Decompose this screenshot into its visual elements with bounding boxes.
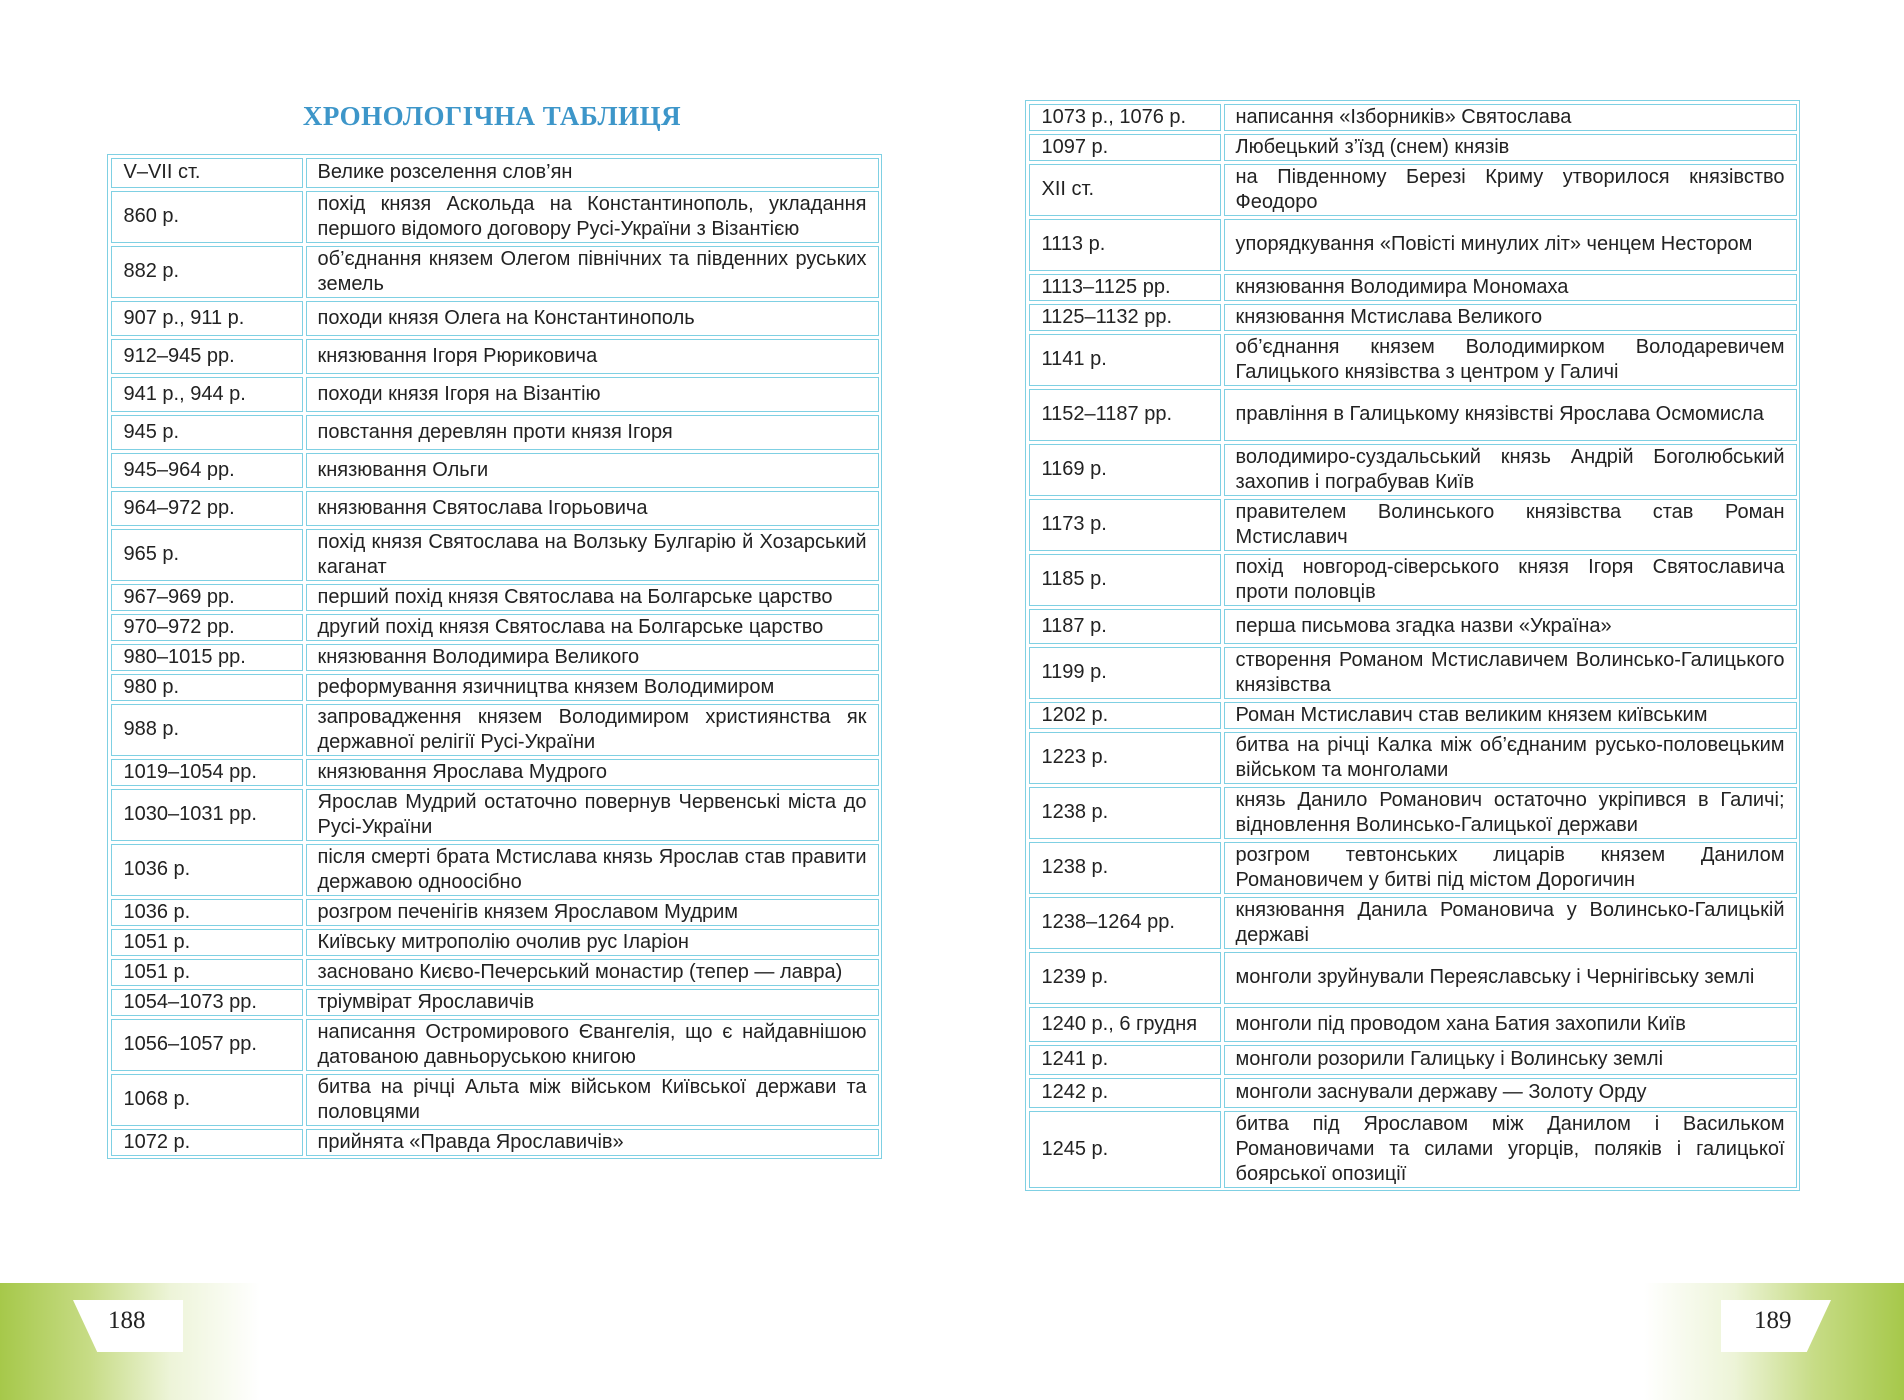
date-cell: 1141 р.: [1029, 334, 1221, 386]
date-cell: 1245 р.: [1029, 1111, 1221, 1188]
table-row: [109, 489, 880, 527]
event-text: князювання Володимира Великого: [317, 645, 640, 668]
event-text: засновано Києво-Печерський монастир (тепер — лавра): [317, 960, 843, 983]
right-page: [952, 0, 1904, 1400]
event-cell: [306, 789, 879, 841]
event-text: князювання Ігоря Рюриковича: [317, 344, 598, 367]
table-row: [1027, 645, 1798, 700]
event-text: похід князя Аскольда на Константинополь, укладання першого відомого договору Русі-України з Візантією: [317, 192, 867, 240]
event-cell: [306, 759, 879, 786]
date-cell: 964–972 рр.: [111, 491, 303, 526]
event-cell: [1224, 647, 1797, 699]
table-row: [109, 897, 880, 927]
date-cell: 970–972 рр.: [111, 614, 303, 641]
event-cell: [1224, 952, 1797, 1004]
event-cell: [306, 377, 879, 412]
table-row: [1027, 950, 1798, 1005]
event-cell: [306, 415, 879, 450]
table-row: [109, 189, 880, 244]
table-row: [109, 375, 880, 413]
event-text: князювання Данила Романовича у Волинсько-Галицькій державі: [1235, 898, 1785, 946]
date-cell: 1019–1054 рр.: [111, 759, 303, 786]
event-text: битва під Ярославом між Данилом і Васильком Романовичами та силами угорців, поляків і галицької боярської опозиції: [1235, 1112, 1785, 1185]
event-text: об’єднання князем Володимирком Володаревичем Галицького князівства з центром у Галичі: [1235, 335, 1785, 383]
table-row: [1027, 1043, 1798, 1076]
date-cell: 912–945 рр.: [111, 339, 303, 374]
page-number: 188: [108, 1307, 146, 1334]
event-text: правителем Волинського князівства став Роман Мстиславич: [1235, 500, 1785, 548]
event-cell: [1224, 732, 1797, 784]
table-row: [109, 582, 880, 612]
date-cell: 1113–1125 рр.: [1029, 274, 1221, 301]
table-row: [109, 337, 880, 375]
date-cell: 945 р.: [111, 415, 303, 450]
event-text: похід новгород-сіверського князя Ігоря Святославича проти половців: [1235, 555, 1785, 603]
event-cell: [1224, 897, 1797, 949]
date-cell: 1202 р.: [1029, 702, 1221, 729]
date-cell: 1238 р.: [1029, 842, 1221, 894]
event-text: Ярослав Мудрий остаточно повернув Червенські міста до Русі-України: [317, 790, 867, 838]
date-cell: 1036 р.: [111, 844, 303, 896]
date-cell: 1051 р.: [111, 929, 303, 956]
event-text: князювання Ольги: [317, 458, 489, 481]
date-cell: 882 р.: [111, 246, 303, 298]
date-cell: 1239 р.: [1029, 952, 1221, 1004]
table-row: [109, 842, 880, 897]
event-cell: [306, 989, 879, 1016]
date-cell: 1238–1264 рр.: [1029, 897, 1221, 949]
date-cell: 1238 р.: [1029, 787, 1221, 839]
event-cell: [1224, 334, 1797, 386]
table-row: [1027, 840, 1798, 895]
table-row: [109, 787, 880, 842]
event-cell: [306, 339, 879, 374]
event-cell: [306, 959, 879, 986]
table-row: [109, 244, 880, 299]
event-text: написання Остромирового Євангелія, що є найдавнішою датованою давньоруською книгою: [317, 1020, 867, 1068]
event-cell: [1224, 444, 1797, 496]
event-text: прийнята «Правда Ярославичів»: [317, 1130, 624, 1153]
date-cell: 1097 р.: [1029, 134, 1221, 161]
event-text: Київську митрополію очолив рус Іларіон: [317, 930, 689, 953]
event-cell: [306, 704, 879, 756]
event-cell: [1224, 842, 1797, 894]
event-cell: [1224, 304, 1797, 331]
event-cell: [306, 899, 879, 926]
event-cell: [306, 584, 879, 611]
event-cell: [306, 529, 879, 581]
event-cell: [1224, 219, 1797, 271]
event-cell: [306, 453, 879, 488]
event-text: князювання Мстислава Великого: [1235, 305, 1543, 328]
event-text: володимиро-суздальський князь Андрій Боголюбський захопив і пограбував Київ: [1235, 445, 1785, 493]
event-cell: [306, 191, 879, 243]
event-text: монголи розорили Галицьку і Волинську землі: [1235, 1048, 1664, 1070]
event-text: монголи під проводом хана Батия захопили Київ: [1235, 1012, 1686, 1035]
table-row: [109, 1017, 880, 1072]
event-cell: [306, 491, 879, 526]
event-cell: [306, 929, 879, 956]
date-cell: 988 р.: [111, 704, 303, 756]
event-text: Велике розселення слов’ян: [317, 161, 573, 183]
event-cell: [306, 301, 879, 336]
event-text: походи князя Ігоря на Візантію: [317, 382, 601, 405]
page-number: 189: [1754, 1307, 1792, 1334]
date-cell: 1113 р.: [1029, 219, 1221, 271]
table-row: [1027, 730, 1798, 785]
event-text: правління в Галицькому князівстві Ярослава Осмомисла: [1235, 403, 1764, 425]
table-row: [1027, 1076, 1798, 1109]
table-row: [109, 527, 880, 582]
table-row: [109, 672, 880, 702]
event-cell: [306, 1129, 879, 1156]
event-text: Любецький з’їзд (снем) князів: [1235, 135, 1510, 158]
table-row: [1027, 332, 1798, 387]
table-row: [1027, 497, 1798, 552]
event-cell: [1224, 702, 1797, 729]
event-text: повстання деревлян проти князя Ігоря: [317, 420, 673, 443]
event-text: князь Данило Романович остаточно укріпився в Галичі; відновлення Волинсько-Галицької держави: [1235, 788, 1785, 836]
table-row: [1027, 302, 1798, 332]
event-text: після смерті брата Мстислава князь Ярослав став правити державою одноосібно: [317, 845, 867, 893]
date-cell: 1242 р.: [1029, 1078, 1221, 1108]
date-cell: 907 р., 911 р.: [111, 301, 303, 336]
date-cell: 1223 р.: [1029, 732, 1221, 784]
event-cell: [1224, 787, 1797, 839]
event-text: створення Романом Мстиславичем Волинсько-Галицького князівства: [1235, 648, 1785, 696]
event-text: монголи заснували державу — Золоту Орду: [1235, 1081, 1647, 1103]
table-row: [1027, 1109, 1798, 1189]
event-cell: [306, 844, 879, 896]
table-row: [1027, 895, 1798, 950]
date-cell: 967–969 рр.: [111, 584, 303, 611]
date-cell: 1054–1073 рр.: [111, 989, 303, 1016]
date-cell: 860 р.: [111, 191, 303, 243]
page-title: ХРОНОЛОГІЧНА ТАБЛИЦЯ: [302, 101, 682, 131]
table-row: [109, 1127, 880, 1157]
table-row: [109, 757, 880, 787]
event-text: розгром печенігів князем Ярославом Мудрим: [317, 900, 739, 923]
event-cell: [1224, 274, 1797, 301]
event-text: об’єднання князем Олегом північних та південних руських земель: [317, 247, 867, 295]
date-cell: 980 р.: [111, 674, 303, 701]
event-text: князювання Володимира Мономаха: [1235, 275, 1569, 298]
table-row: [109, 642, 880, 672]
table-row: [109, 299, 880, 337]
table-row: [109, 927, 880, 957]
date-cell: 965 р.: [111, 529, 303, 581]
date-cell: XII ст.: [1029, 164, 1221, 216]
event-text: князювання Ярослава Мудрого: [317, 760, 607, 783]
table-row: [1027, 1005, 1798, 1043]
table-row: [109, 987, 880, 1017]
date-cell: 945–964 рр.: [111, 453, 303, 488]
date-cell: 1152–1187 рр.: [1029, 389, 1221, 441]
event-cell: [306, 614, 879, 641]
event-text: другий похід князя Святослава на Болгарське царство: [317, 615, 824, 638]
event-cell: [1224, 164, 1797, 216]
event-text: тріумвірат Ярославичів: [317, 990, 535, 1013]
event-text: перший похід князя Святослава на Болгарське царство: [317, 585, 833, 608]
date-cell: 1169 р.: [1029, 444, 1221, 496]
event-cell: [1224, 1111, 1797, 1188]
event-text: Роман Мстиславич став великим князем київським: [1235, 703, 1708, 726]
date-cell: 1068 р.: [111, 1074, 303, 1126]
event-text: битва на річці Калка між об’єднаним русько-половецьким військом та монголами: [1235, 733, 1785, 781]
date-cell: 1072 р.: [111, 1129, 303, 1156]
table-row: [109, 612, 880, 642]
table-row: [1027, 272, 1798, 302]
event-text: написання «Ізборників» Святослава: [1235, 105, 1572, 128]
event-cell: [1224, 499, 1797, 551]
event-text: монголи зруйнували Переяславську і Чернігівську землі: [1235, 966, 1755, 988]
event-text: перша письмова згадка назви «Україна»: [1235, 614, 1612, 637]
table-row: [1027, 132, 1798, 162]
event-cell: [1224, 1007, 1797, 1042]
event-cell: [306, 158, 879, 188]
event-cell: [1224, 1045, 1797, 1075]
date-cell: 1185 р.: [1029, 554, 1221, 606]
table-row: [1027, 607, 1798, 645]
table-row: [109, 1072, 880, 1127]
table-row: [109, 413, 880, 451]
event-cell: [306, 1019, 879, 1071]
table-row: [1027, 552, 1798, 607]
chronology-table: [1025, 100, 1800, 1191]
date-cell: V–VII ст.: [111, 158, 303, 188]
event-text: похід князя Святослава на Волзьку Булгарію й Хозарський каганат: [317, 530, 867, 578]
event-cell: [1224, 134, 1797, 161]
date-cell: 1241 р.: [1029, 1045, 1221, 1075]
table-row: [1027, 700, 1798, 730]
event-cell: [1224, 389, 1797, 441]
chronology-table: [107, 154, 882, 1159]
date-cell: 1030–1031 рр.: [111, 789, 303, 841]
event-text: реформування язичництва князем Володимиром: [317, 675, 775, 698]
date-cell: 1051 р.: [111, 959, 303, 986]
date-cell: 1073 р., 1076 р.: [1029, 104, 1221, 131]
event-cell: [1224, 1078, 1797, 1108]
date-cell: 1173 р.: [1029, 499, 1221, 551]
event-cell: [1224, 609, 1797, 644]
table-row: [1027, 102, 1798, 132]
event-text: князювання Святослава Ігорьовича: [317, 496, 648, 519]
date-cell: 1187 р.: [1029, 609, 1221, 644]
table-row: [109, 957, 880, 987]
event-text: упорядкування «Повісті минулих літ» ченцем Нестором: [1235, 233, 1753, 255]
date-cell: 941 р., 944 р.: [111, 377, 303, 412]
event-cell: [306, 644, 879, 671]
table-row: [109, 702, 880, 757]
table-row: [1027, 785, 1798, 840]
date-cell: 1199 р.: [1029, 647, 1221, 699]
table-row: [1027, 217, 1798, 272]
event-text: битва на річці Альта між військом Київської держави та половцями: [317, 1075, 867, 1123]
date-cell: 1240 р., 6 грудня: [1029, 1007, 1221, 1042]
table-row: [1027, 387, 1798, 442]
table-row: [109, 451, 880, 489]
event-cell: [306, 246, 879, 298]
table-row: [1027, 442, 1798, 497]
event-text: на Південному Березі Криму утворилося князівство Феодоро: [1235, 165, 1785, 213]
table-row: [109, 156, 880, 189]
event-cell: [1224, 554, 1797, 606]
date-cell: 1036 р.: [111, 899, 303, 926]
event-text: походи князя Олега на Константинополь: [317, 306, 695, 329]
date-cell: 1125–1132 рр.: [1029, 304, 1221, 331]
table-row: [1027, 162, 1798, 217]
event-cell: [1224, 104, 1797, 131]
event-cell: [306, 1074, 879, 1126]
date-cell: 980–1015 рр.: [111, 644, 303, 671]
event-text: запровадження князем Володимиром християнства як державної релігії Русі-України: [317, 705, 867, 753]
event-cell: [306, 674, 879, 701]
date-cell: 1056–1057 рр.: [111, 1019, 303, 1071]
event-text: розгром тевтонських лицарів князем Данилом Романовичем у битві під містом Дорогичин: [1235, 843, 1785, 891]
